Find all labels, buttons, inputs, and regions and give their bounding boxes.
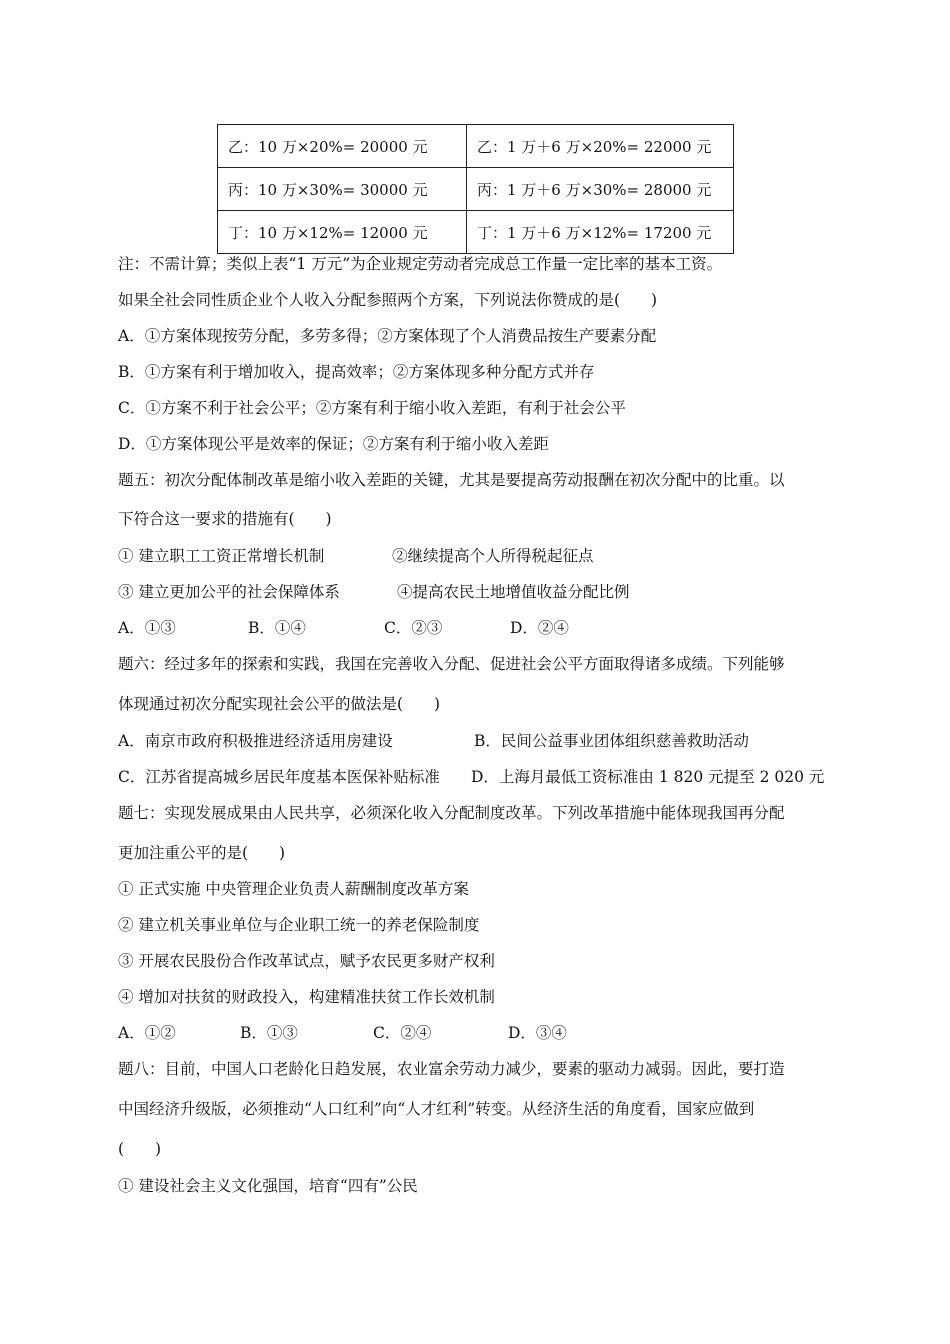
q5-statement-2: ②继续提高个人所得税起征点 [392, 547, 594, 565]
q5-choices [118, 618, 569, 638]
q7-choices [118, 1023, 567, 1043]
q6-stem: 题六：经过多年的探索和实践，我国在完善收入分配、促进社会公平方面取得诸多成绩。下列能够 [118, 655, 785, 673]
q5-statement-4: ④提高农民土地增值收益分配比例 [397, 583, 630, 601]
q4-option-d: D．①方案体现公平是效率的保证；②方案有利于缩小收入差距 [118, 435, 549, 453]
q5-choice-c: C．②③ [384, 619, 443, 637]
q8-statement-1: ① 建设社会主义文化强国，培育“四有”公民 [118, 1177, 418, 1195]
table-row [218, 125, 734, 168]
q5-statement-3: ③ 建立更加公平的社会保障体系 [118, 583, 340, 601]
q7-choice-d: D．③④ [508, 1024, 567, 1042]
table-cell: 乙：10 万×20%= 20000 元 [218, 125, 467, 168]
salary-comparison-table [217, 124, 734, 254]
q7-choice-b: B．①③ [240, 1024, 298, 1042]
q6-option-c: C．江苏省提高城乡居民年度基本医保补贴标准 [118, 768, 440, 786]
q6-stem-cont: 体现通过初次分配实现社会公平的做法是( ) [118, 695, 441, 713]
table-cell: 丁：1 万＋6 万×12%= 17200 元 [467, 211, 734, 254]
q5-statement-1: ① 建立职工工资正常增长机制 [118, 547, 325, 565]
q7-choice-a: A．①② [118, 1024, 176, 1042]
q7-statement-3: ③ 开展农民股份合作改革试点，赋予农民更多财产权利 [118, 952, 495, 970]
q4-option-b: B．①方案有利于增加收入，提高效率；②方案体现多种分配方式并存 [118, 363, 595, 381]
table-cell: 丁：10 万×12%= 12000 元 [218, 211, 467, 254]
table-note: 注：不需计算；类似上表“1 万元”为企业规定劳动者完成总工作量一定比率的基本工资。 [118, 255, 723, 273]
table-cell: 乙：1 万＋6 万×20%= 22000 元 [467, 125, 734, 168]
q8-stem: 题八：目前，中国人口老龄化日趋发展，农业富余劳动力减少，要素的驱动力减弱。因此，要打造 [118, 1060, 785, 1078]
q6-option-d: D．上海月最低工资标准由 1 820 元提至 2 020 元 [471, 768, 825, 786]
q6-option-b: B．民间公益事业团体组织慈善救助活动 [474, 732, 749, 750]
table-cell: 丙：1 万＋6 万×30%= 28000 元 [467, 168, 734, 211]
q5-choice-d: D．②④ [510, 619, 569, 637]
table-cell: 丙：10 万×30%= 30000 元 [218, 168, 467, 211]
q5-choice-b: B．①④ [248, 619, 306, 637]
q5-stem: 题五：初次分配体制改革是缩小收入差距的关键，尤其是要提高劳动报酬在初次分配中的比重。以 [118, 471, 785, 489]
table-row [218, 168, 734, 211]
q5-stem-cont: 下符合这一要求的措施有( ) [118, 510, 332, 528]
q4-option-c: C．①方案不利于社会公平；②方案有利于缩小收入差距，有利于社会公平 [118, 399, 626, 417]
q7-statement-2: ② 建立机关事业单位与企业职工统一的养老保险制度 [118, 916, 480, 934]
q6-option-a: A．南京市政府积极推进经济适用房建设 [118, 732, 393, 750]
q7-stem-cont: 更加注重公平的是( ) [118, 844, 286, 862]
q4-stem: 如果全社会同性质企业个人收入分配参照两个方案，下列说法你赞成的是( ) [118, 291, 658, 309]
q7-stem: 题七：实现发展成果由人民共享，必须深化收入分配制度改革。下列改革措施中能体现我国再分配 [118, 804, 785, 822]
q8-stem-cont: 中国经济升级版，必须推动“人口红利”向“人才红利”转变。从经济生活的角度看，国家应做到 [118, 1100, 755, 1118]
q7-statement-1: ① 正式实施 中央管理企业负责人薪酬制度改革方案 [118, 880, 469, 898]
table-row [218, 211, 734, 254]
q8-answer-blank: ( ) [118, 1140, 162, 1158]
q4-option-a: A．①方案体现按劳分配，多劳多得；②方案体现了个人消费品按生产要素分配 [118, 327, 657, 345]
q5-choice-a: A．①③ [118, 619, 176, 637]
q7-choice-c: C．②④ [373, 1024, 432, 1042]
q7-statement-4: ④ 增加对扶贫的财政投入，构建精准扶贫工作长效机制 [118, 988, 495, 1006]
